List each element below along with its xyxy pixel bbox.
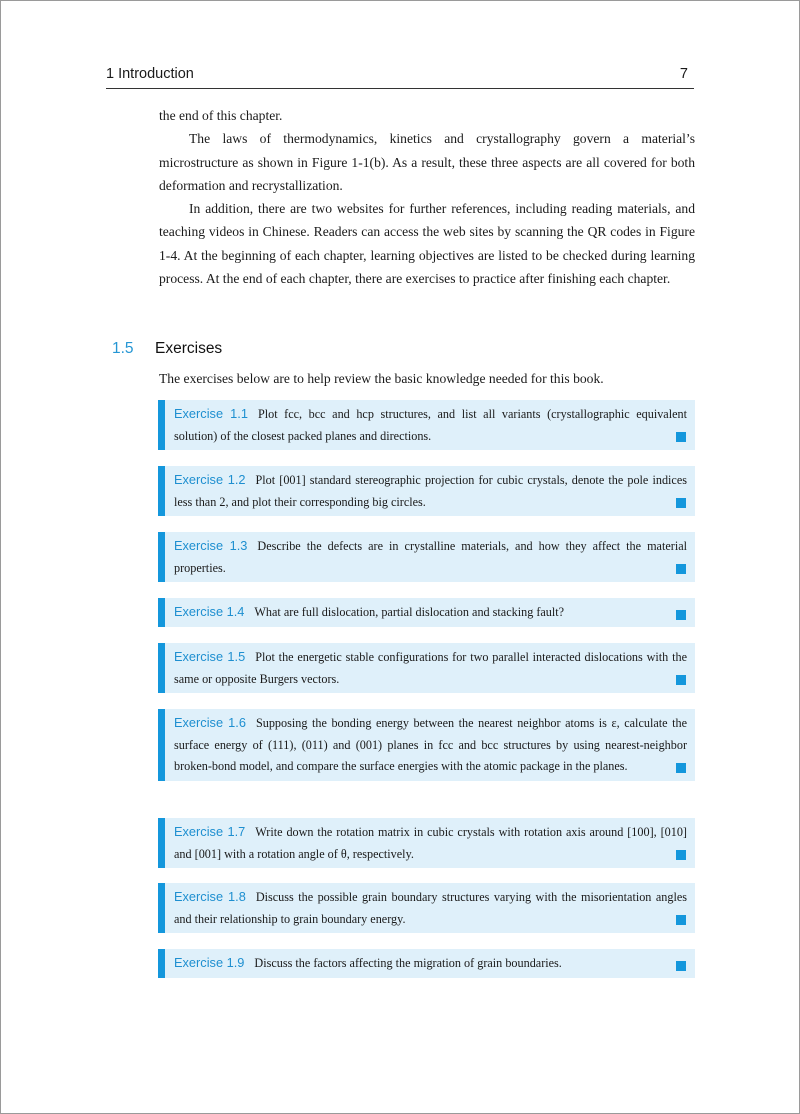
exercise-text: What are full dislocation, partial dislocation and stacking fault? — [254, 605, 565, 619]
exercise-box — [158, 818, 695, 868]
end-marker-icon — [676, 432, 686, 442]
paragraph-2: The laws of thermodynamics, kinetics and crystallography govern a material’s microstructure as shown in Figure 1-1(b). As a result, these three aspects are all covered for both deformation and recrystallization. — [159, 131, 695, 193]
paragraph-3: In addition, there are two websites for further references, including reading materials, and teaching videos in Chinese. Readers can access the web sites by scanning the QR codes in Figure 1-4. At the beginning of each chapter, learning objectives are listed to be checked during learning process. At the end of each chapter, there are exercises to practice after finishing each chapter. — [159, 201, 695, 287]
exercise-box — [158, 883, 695, 933]
body-text — [159, 104, 695, 290]
exercise-text: Write down the rotation matrix in cubic crystals with rotation axis around [100], [010] and [001] with a rotation angle of θ, respectively. — [174, 825, 687, 861]
exercise-text: Plot fcc, bcc and hcp structures, and list all variants (crystallographic equivalent solution) of the closest packed planes and directions. — [174, 407, 687, 443]
end-marker-icon — [676, 850, 686, 860]
exercise-label: Exercise 1.2 — [174, 472, 246, 487]
running-head — [106, 64, 694, 86]
exercise-label: Exercise 1.6 — [174, 715, 246, 730]
section-number: 1.5 — [112, 340, 134, 357]
end-marker-icon — [676, 915, 686, 925]
exercise-box — [158, 949, 695, 978]
section-intro: The exercises below are to help review the basic knowledge needed for this book. — [159, 371, 604, 386]
exercise-label: Exercise 1.3 — [174, 538, 248, 553]
exercise-box — [158, 400, 695, 450]
header-rule — [106, 88, 694, 89]
exercise-box — [158, 598, 695, 627]
exercise-text: Discuss the possible grain boundary structures varying with the misorientation angles and their relationship to grain boundary energy. — [174, 890, 687, 926]
end-marker-icon — [676, 564, 686, 574]
end-marker-icon — [676, 763, 686, 773]
exercise-label: Exercise 1.5 — [174, 649, 246, 664]
exercise-text: Plot [001] standard stereographic projection for cubic crystals, denote the pole indices less than 2, and plot their corresponding big circles. — [174, 473, 687, 509]
exercise-text: Plot the energetic stable configurations for two parallel interacted dislocations with the same or opposite Burgers vectors. — [174, 650, 687, 686]
exercise-text: Discuss the factors affecting the migration of grain boundaries. — [254, 956, 562, 970]
end-marker-icon — [676, 675, 686, 685]
exercise-label: Exercise 1.8 — [174, 889, 246, 904]
exercise-label: Exercise 1.4 — [174, 604, 245, 619]
end-marker-icon — [676, 498, 686, 508]
exercise-label: Exercise 1.1 — [174, 406, 248, 421]
exercise-label: Exercise 1.7 — [174, 824, 246, 839]
end-marker-icon — [676, 610, 686, 620]
exercise-box — [158, 532, 695, 582]
exercise-box — [158, 643, 695, 693]
page-number: 7 — [679, 66, 688, 82]
exercise-box — [158, 709, 695, 781]
exercise-text: Describe the defects are in crystalline materials, and how they affect the material properties. — [174, 539, 687, 575]
running-head-section: 1 Introduction — [106, 66, 194, 82]
paragraph-1: the end of this chapter. — [159, 108, 283, 123]
end-marker-icon — [676, 961, 686, 971]
section-title: Exercises — [155, 340, 223, 357]
exercise-label: Exercise 1.9 — [174, 955, 245, 970]
exercise-text: Supposing the bonding energy between the nearest neighbor atoms is ε, calculate the surface energy of (111), (011) and (001) planes in fcc and bcc structures by using nearest-neighbor broken-bond model, and compare the surface energies with the atomic package in the planes. — [174, 716, 687, 774]
exercise-box — [158, 466, 695, 516]
